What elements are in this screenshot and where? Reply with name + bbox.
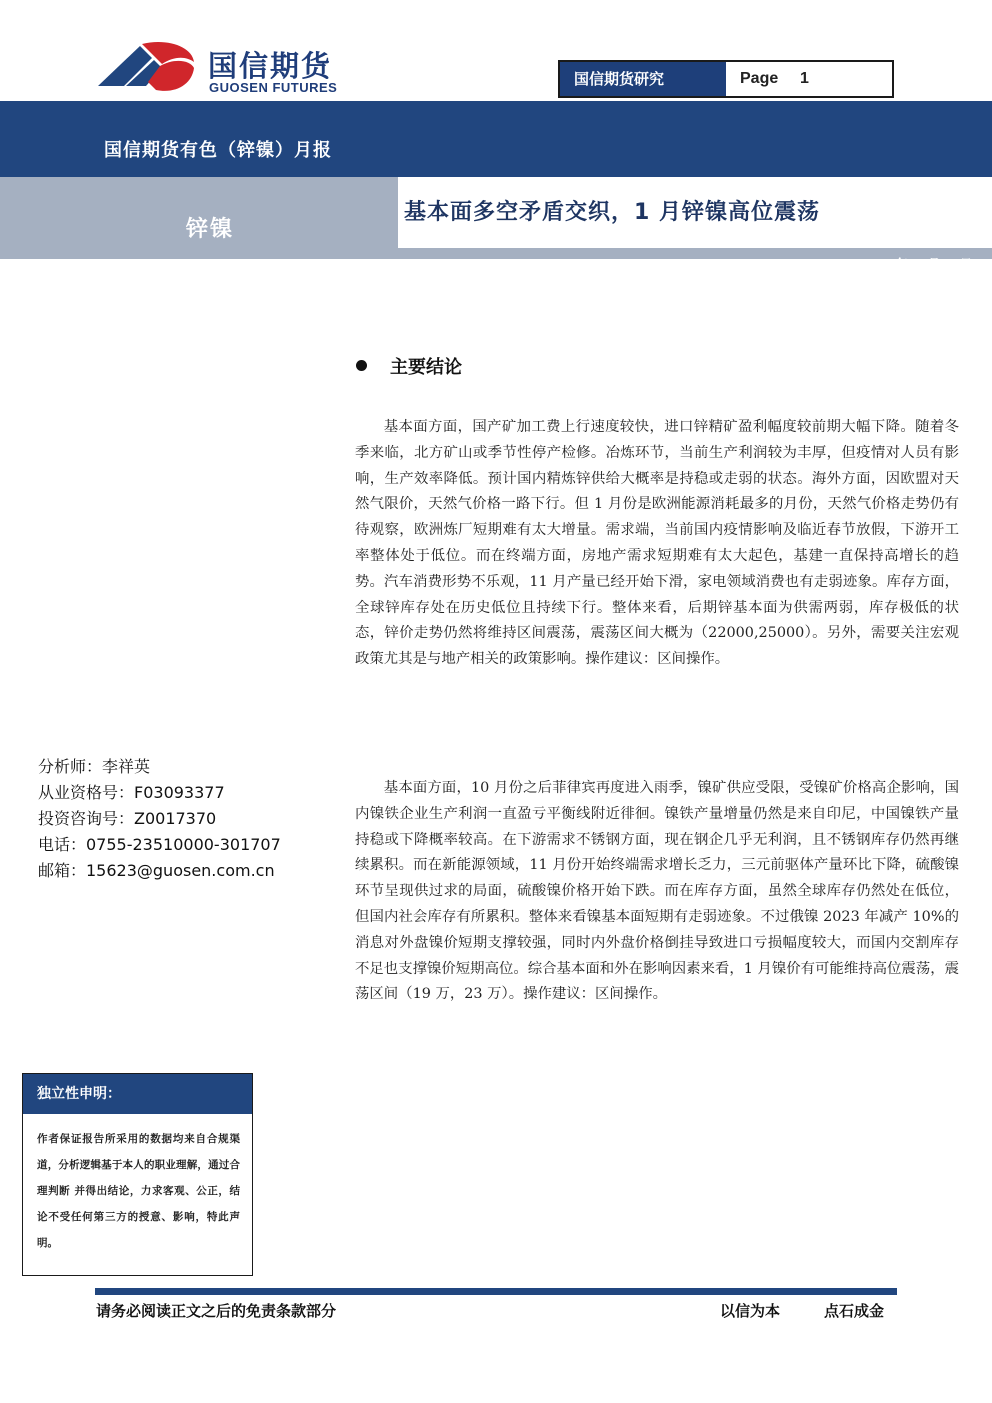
research-header-box bbox=[558, 60, 894, 98]
page-number: 1 bbox=[800, 70, 809, 87]
headline: 基本面多空矛盾交织，1 月锌镍高位震荡 bbox=[404, 200, 820, 225]
footer-divider bbox=[95, 1288, 897, 1295]
guosen-logo-icon bbox=[96, 40, 196, 98]
footer-notice: 请务必阅读正文之后的免责条款部分 bbox=[96, 1302, 337, 1320]
statement-body: 作者保证报告所采用的数据均来自合规渠道，分析逻辑基于本人的职业理解，通过合理判断 并得出结论，力求客观、公正，结论不受任何第三方的授意、影响，特此声明。 bbox=[37, 1133, 240, 1249]
independence-statement bbox=[22, 1073, 253, 1276]
footer-motto-1: 以信为本 bbox=[720, 1302, 781, 1320]
sector-label: 锌镍 bbox=[186, 217, 235, 242]
research-label: 国信期货研究 bbox=[560, 62, 726, 96]
analyst-consult-number: 投资咨询号：Z0017370 bbox=[38, 809, 217, 828]
page-label: Page bbox=[740, 70, 779, 87]
paragraph-nickel: 基本面方面，10 月份之后菲律宾再度进入雨季，镍矿供应受限，受镍矿价格高企影响，国内镍铁企业生产利润一直盈亏平衡线附近徘徊。镍铁产量增量仍然是来自印尼，中国镍铁产量持稳或下降概率较高。在下游需求不锈钢方面，现在钢企几乎无利润，且不锈钢库存仍然再继续累积。而在新能源领域，11 月份开始终端需求增长乏力，三元前驱体产量环比下降，硫酸镍环节呈现供过求的局面，硫酸镍价格开始下跌。而在库存方面，虽然全球库存仍然处在低位，但国内社会库存有所累积。整体来看镍基本面短期有走弱迹象。不过俄镍 2023 年减产 10%的消息对外盘镍价短期支撑较强，同时内外盘价格倒挂导致进口亏损幅度较大，而国内交割库存不足也支撑镍价短期高位。综合基本面和外在影响因素来看，1 月镍价有可能维持高位震荡，震荡区间（19 万，23 万）。操作建议：区间操作。 bbox=[355, 780, 959, 1003]
report-title: 国信期货有色（锌镍）月报 bbox=[104, 140, 332, 161]
footer-motto-2: 点石成金 bbox=[824, 1302, 885, 1320]
brand-name-cn: 国信期货 bbox=[208, 49, 333, 83]
report-date: 2022 年 12 月 25 日 bbox=[865, 257, 972, 271]
analyst-qualification: 从业资格号：F03093377 bbox=[38, 783, 225, 802]
section-title: 主要结论 bbox=[390, 357, 462, 378]
statement-title: 独立性申明： bbox=[23, 1074, 252, 1114]
analyst-email: 邮箱：15623@guosen.com.cn bbox=[38, 861, 275, 880]
analyst-phone: 电话：0755-23510000-301707 bbox=[38, 835, 281, 854]
analyst-name: 分析师：李祥英 bbox=[38, 757, 151, 776]
paragraph-zinc: 基本面方面，国产矿加工费上行速度较快，进口锌精矿盈利幅度较前期大幅下降。随着冬季来临，北方矿山或季节性停产检修。冶炼环节，当前生产利润较为丰厚，但疫情对人员有影响，生产效率降低。预计国内精炼锌供给大概率是持稳或走弱的状态。海外方面，因欧盟对天然气限价，天然气价格一路下行。但 1 月份是欧洲能源消耗最多的月份，天然气价格走势仍有待观察，欧洲炼厂短期难有太大增量。需求端，当前国内疫情影响及临近春节放假，下游开工率整体处于低位。而在终端方面，房地产需求短期难有太大起色，基建一直保持高增长的趋势。汽车消费形势不乐观，11 月产量已经开始下滑，家电领域消费也有走弱迹象。库存方面，全球锌库存处在历史低位且持续下行。整体来看，后期锌基本面为供需两弱，库存极低的状态，锌价走势仍然将维持区间震荡，震荡区间大概为（22000,25000）。另外，需要关注宏观政策尤其是与地产相关的政策影响。操作建议：区间操作。 bbox=[355, 419, 959, 668]
bullet-icon bbox=[356, 360, 367, 371]
analyst-info bbox=[38, 754, 281, 884]
brand-name-en: GUOSEN FUTURES bbox=[209, 80, 338, 95]
